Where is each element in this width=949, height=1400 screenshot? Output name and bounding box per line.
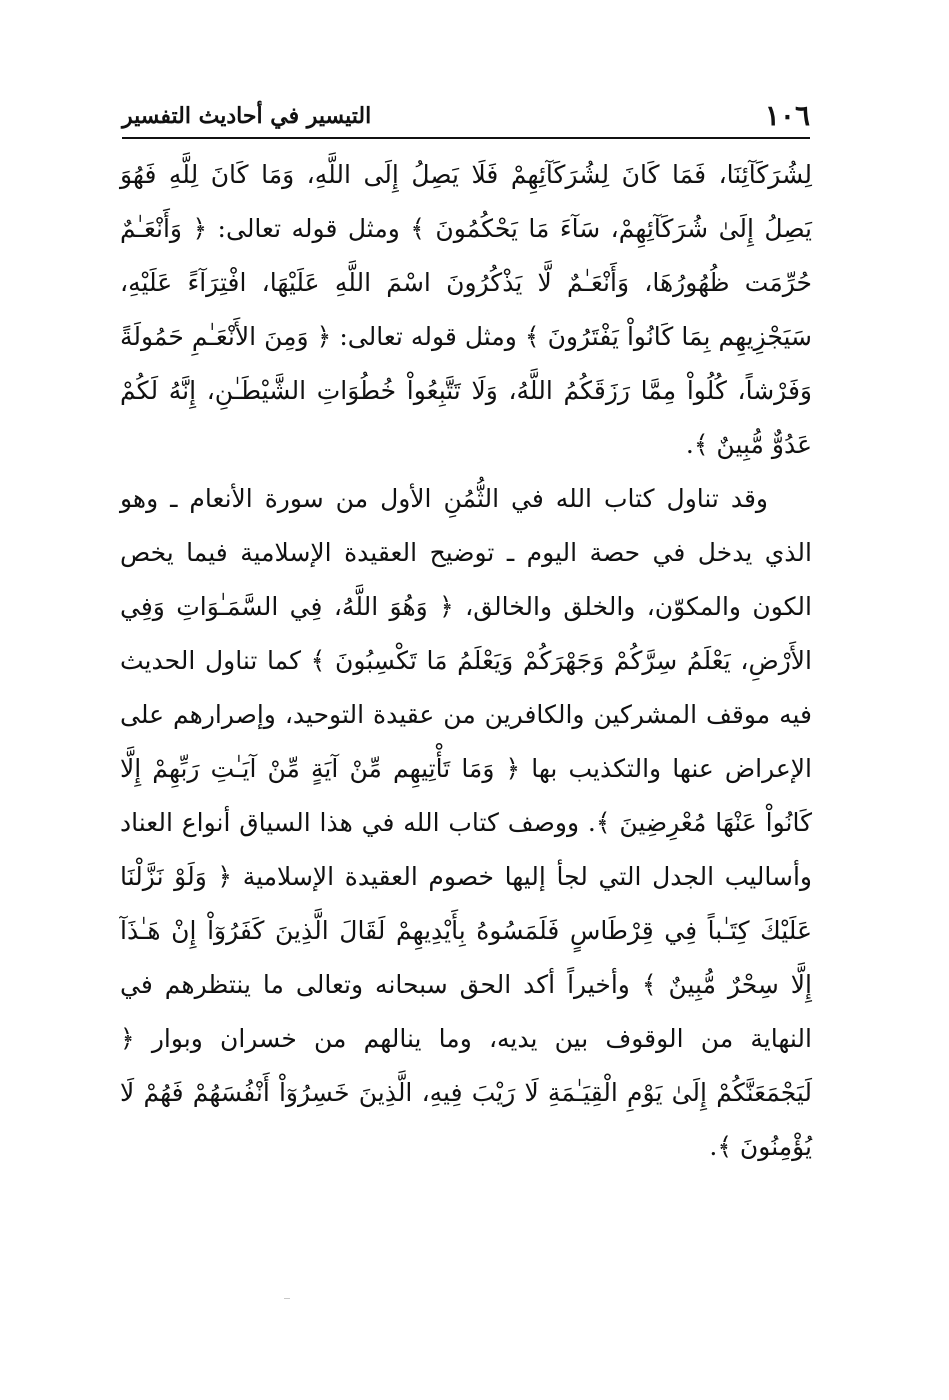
paragraph-1: لِشُرَكَآئِنَا، فَمَا كَانَ لِشُرَكَآئِهِمْ فَلَا يَصِلُ إِلَى اللَّهِ، وَمَا كَانَ لِلَّهِ فَهُوَ يَصِلُ إِلَىٰ شُرَكَآئِهِمْ، سَآءَ مَا يَحْكُمُونَ ﴾ ومثل قوله تعالى: ﴿ وَأَنْعَـٰمٌ حُرِّمَت ظُهُورُهَا، وَأَنْعَـٰمٌ لَّا يَذْكُرُونَ اسْمَ اللَّهِ عَلَيْهَا، افْتِرَآءً عَلَيْهِ، سَيَجْزِيهِم بِمَا كَانُواْ يَفْتَرُونَ ﴾ ومثل قوله تعالى: ﴿ وَمِنَ الأَنْعَـٰمِ حَمُولَةً وَفَرْشاً، كُلُواْ مِمَّا رَزَقَكُمُ اللَّهُ، وَلَا تَتَّبِعُواْ خُطُوَاتِ الشَّيْطَـٰنِ، إِنَّهُ لَكُمْ عَدُوٌّ مُّبِينٌ ﴾. [120,160,812,459]
paragraph-2: وقد تناول كتاب الله في الثُّمُنِ الأول من سورة الأنعام ـ وهو الذي يدخل في حصة اليوم ـ توضيح العقيدة الإسلامية فيما يخص الكون والمكوّن، والخلق والخالق، ﴿ وَهُوَ اللَّهُ، فِي السَّمَـٰوَاتِ وَفِي الأَرْضِ، يَعْلَمُ سِرَّكُمْ وَجَهْرَكُمْ وَيَعْلَمُ مَا تَكْسِبُونَ ﴾ كما تناول الحديث فيه موقف المشركين والكافرين من عقيدة التوحيد، وإصرارهم على الإعراض عنها والتكذيب بها ﴿ وَمَا تَأْتِيهِم مِّنْ آيَةٍ مِّنْ آيَـٰتِ رَبِّهِمْ إِلَّا كَانُواْ عَنْهَا مُعْرِضِينَ ﴾. ووصف كتاب الله في هذا السياق أنواع العناد وأساليب الجدل التي لجأ إليها خصوم العقيدة الإسلامية ﴿ وَلَوْ نَزَّلْنَا عَلَيْكَ كِتَـٰباً فِي قِرْطَاسٍ فَلَمَسُوهُ بِأَيْدِيهِمْ لَقَالَ الَّذِينَ كَفَرُوٓاْ إِنْ هَـٰذَآ إِلَّا سِحْرٌ مُّبِينٌ ﴾ وأخيراً أكد الحق سبحانه وتعالى ما ينتظرهم في النهاية من الوقوف بين يديه، وما ينالهم من خسران وبوار ﴿ لَيَجْمَعَنَّكُمْ إِلَىٰ يَوْمِ الْقِيَـٰمَةِ لَا رَيْبَ فِيهِ، الَّذِينَ خَسِرُوٓاْ أَنْفُسَهُمْ فَهُمْ لَا يُؤْمِنُونَ ﴾. [120,484,812,1161]
scan-speck [284,1298,290,1299]
book-title: التيسير في أحاديث التفسير [122,103,372,129]
header-divider [122,137,810,139]
page-number: ١٠٦ [764,99,810,132]
running-header [122,98,810,134]
